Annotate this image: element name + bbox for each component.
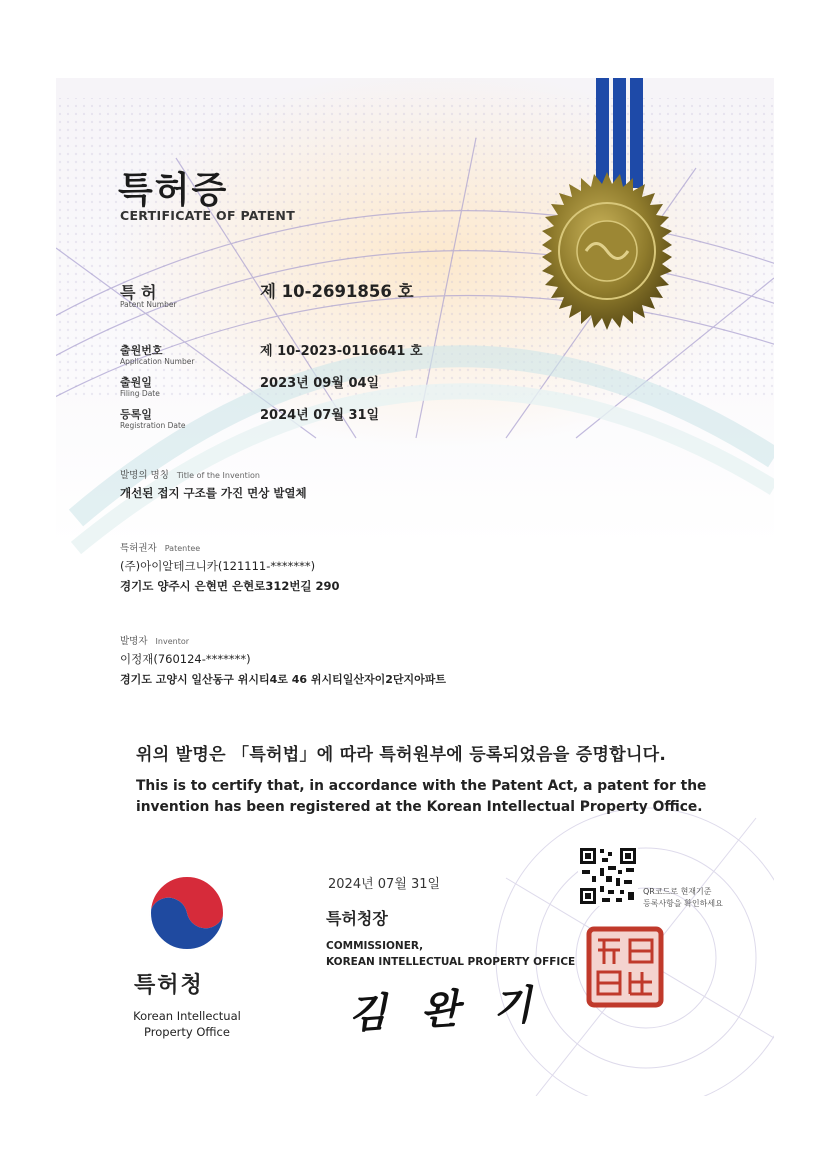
patentee-name: (주)아이알테크니카(121111-*******) xyxy=(120,559,316,573)
patent-number-label-en: Patent Number xyxy=(120,300,177,309)
commissioner-en-line1: COMMISSIONER, xyxy=(326,940,424,952)
inventor-label-en: Inventor xyxy=(155,637,190,646)
inventor-label-ko: 발명자 xyxy=(120,636,148,647)
inventor-address: 경기도 고양시 일산동구 위시티4로 46 위시티일산자이2단지아파트 xyxy=(120,673,447,686)
patentee-label-en: Patentee xyxy=(164,544,201,553)
official-red-stamp-icon xyxy=(586,926,664,1008)
application-number-label-en: Application Number xyxy=(120,357,195,366)
invention-title-label-en: Title of the Invention xyxy=(176,471,260,480)
kipo-taegeuk-logo-icon xyxy=(142,868,232,958)
patent-number-value: 제 10-2691856 호 xyxy=(260,282,414,301)
commissioner-title-en xyxy=(326,938,575,970)
registration-date-label-en: Registration Date xyxy=(120,421,186,430)
patentee-label-ko: 특허권자 xyxy=(120,543,157,554)
certificate-subtitle: CERTIFICATE OF PATENT xyxy=(120,208,296,223)
commissioner-title-ko: 특허청장 xyxy=(326,909,388,928)
certificate-sheet xyxy=(56,78,774,1096)
qr-note-line1: QR코드로 현재기준 xyxy=(643,887,712,896)
filing-date-value: 2023년 09월 04일 xyxy=(260,376,380,391)
commissioner-signature: 김 완 기 xyxy=(347,980,544,1039)
qr-code-icon[interactable] xyxy=(578,846,638,906)
gold-seal-icon xyxy=(526,170,688,332)
registration-date-value: 2024년 07월 31일 xyxy=(260,408,380,423)
filing-date-label: 출원일 xyxy=(120,376,152,389)
application-number-value: 제 10-2023-0116641 호 xyxy=(260,344,423,359)
qr-note-line2: 등록사항을 확인하세요 xyxy=(643,899,723,908)
invention-title-value: 개선된 접지 구조를 가진 면상 발열체 xyxy=(120,486,307,500)
registration-date-label: 등록일 xyxy=(120,408,152,421)
qr-code-note xyxy=(643,886,723,910)
commissioner-en-line2: KOREAN INTELLECTUAL PROPERTY OFFICE xyxy=(326,956,576,968)
filing-date-label-en: Filing Date xyxy=(120,389,160,398)
inventor-label xyxy=(120,633,189,647)
invention-title-label xyxy=(120,467,260,481)
application-number-label: 출원번호 xyxy=(120,344,163,357)
patent-number-label: 특 허 xyxy=(120,283,157,302)
inventor-name: 이정재(760124-*******) xyxy=(120,652,251,666)
issue-date: 2024년 07월 31일 xyxy=(328,877,441,892)
patentee-address: 경기도 양주시 은현면 은현로312번길 290 xyxy=(120,579,340,593)
patentee-label xyxy=(120,540,200,554)
certificate-title: 특허증 xyxy=(118,170,229,211)
declaration-english: This is to certify that, in accordance with the Patent Act, a patent for the invention has been registered at the Korean Intellectual Property Office. xyxy=(136,778,707,815)
office-name-ko: 특허청 xyxy=(134,973,204,998)
invention-title-label-ko: 발명의 명칭 xyxy=(120,470,169,481)
office-name-en: Korean Intellectual Property Office xyxy=(133,1009,241,1039)
declaration-korean: 위의 발명은 「특허법」에 따라 특허원부에 등록되었음을 증명합니다. xyxy=(136,745,667,765)
